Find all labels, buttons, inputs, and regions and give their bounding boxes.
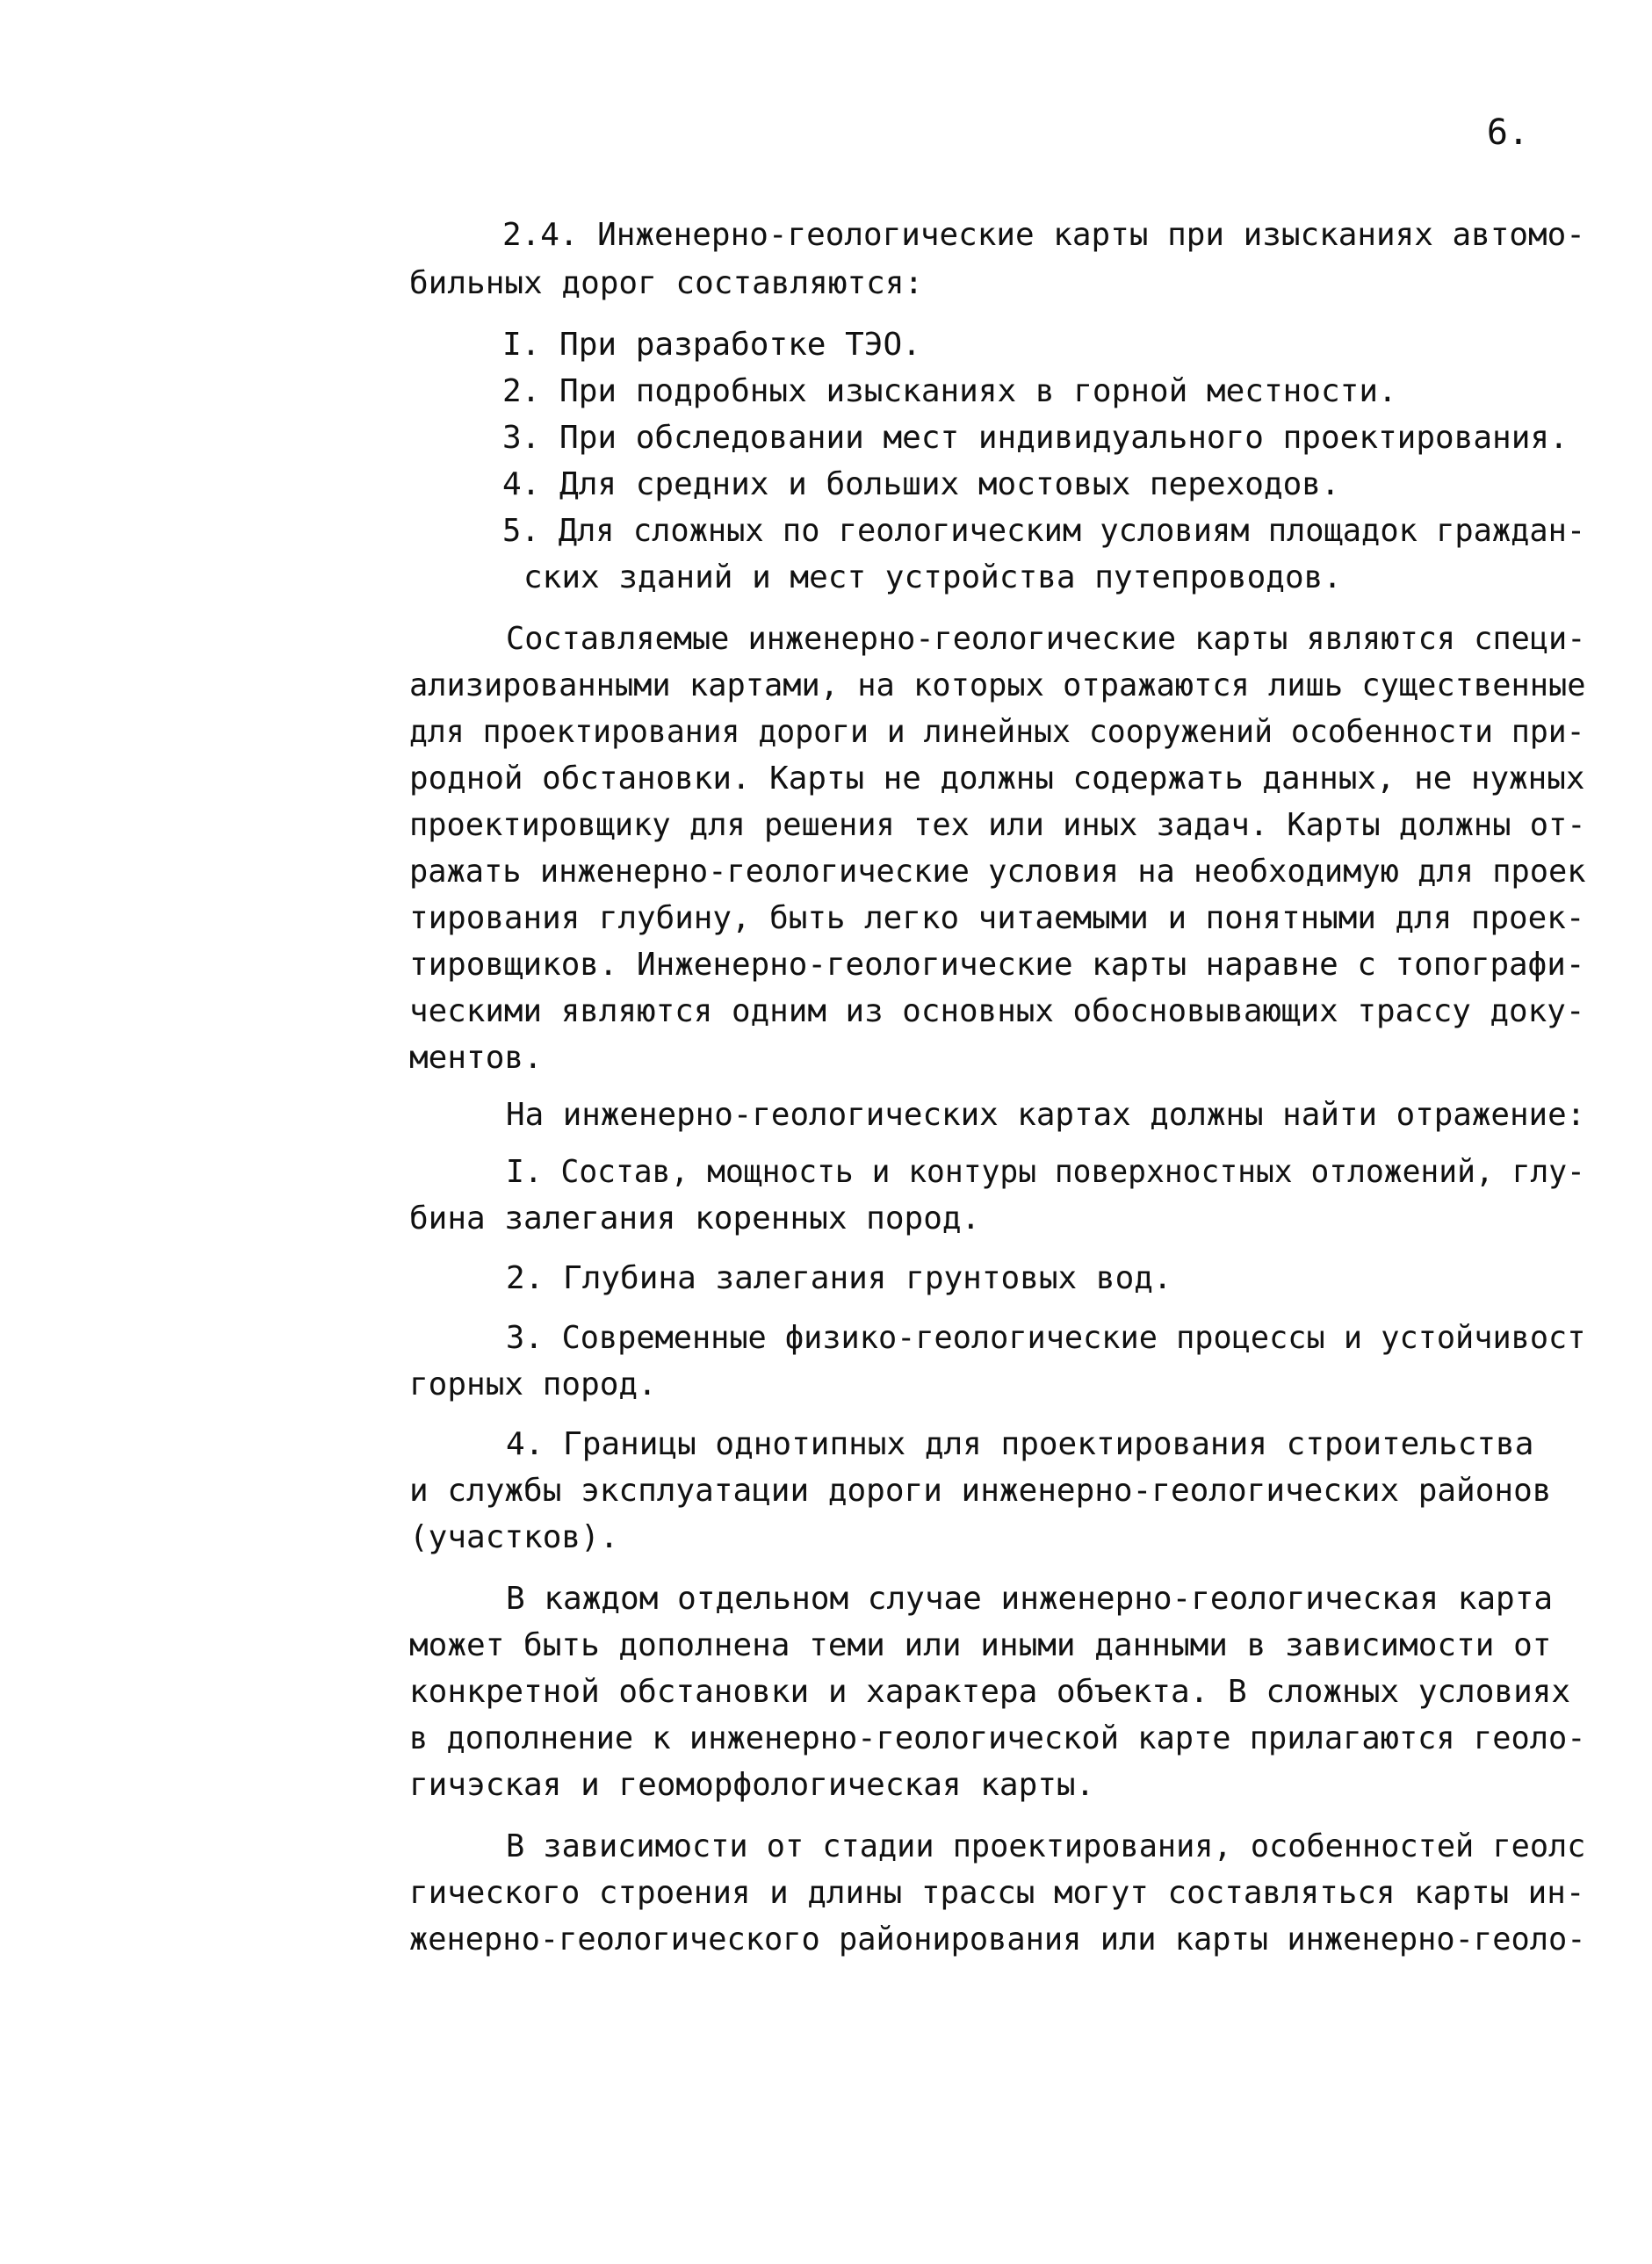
intro-line: бильных дорог составляются: (409, 265, 924, 301)
paragraph-line: На инженерно-геологических картах должны найти отражение: (506, 1097, 1586, 1133)
list-item-continuation: и службы эксплуатации дороги инженерно-геологических районов (409, 1473, 1552, 1509)
list-item-continuation: (участков). (409, 1519, 619, 1555)
paragraph-line: тировщиков. Инженерно-геологические карты наравне с топографи- (409, 947, 1585, 983)
paragraph-line: ческими являются одним из основных обосновывающих трассу доку- (409, 993, 1585, 1029)
paragraph-line: В каждом отдельном случае инженерно-геологическая карта (506, 1581, 1554, 1617)
paragraph-line: для проектирования дороги и линейных сооружений особенности при- (409, 714, 1585, 750)
paragraph-line: В зависимости от стадии проектирования, особенностей геолс (506, 1828, 1586, 1864)
paragraph-line: ражать инженерно-геологические условия на необходимую для проек (409, 854, 1586, 890)
list-item: 4. Границы однотипных для проектирования строительства (506, 1426, 1534, 1462)
list-item: 3. Современные физико-геологические процессы и устойчивост (506, 1320, 1586, 1356)
paragraph-line: ментов. (409, 1040, 543, 1076)
list-item-continuation: ских зданий и мест устройства путепроводов. (523, 559, 1342, 595)
list-item-continuation: горных пород. (409, 1366, 657, 1402)
paragraph-line: ализированными картами, на которых отражаются лишь существенные (409, 667, 1586, 703)
list-item: I. Состав, мощность и контуры поверхностных отложений, глу- (506, 1154, 1585, 1190)
list-item: 2. При подробных изысканиях в горной местности. (502, 373, 1397, 409)
page-number: 6. (1486, 112, 1529, 153)
list-item: 4. Для средних и больших мостовых переходов. (502, 466, 1340, 502)
list-item: 5. Для сложных по геологическим условиям площадок граждан- (502, 513, 1586, 549)
paragraph-line: может быть дополнена теми или иными данными в зависимости от (409, 1627, 1552, 1663)
paragraph-line: гического строения и длины трассы могут составляться карты ин- (409, 1875, 1585, 1911)
paragraph-line: в дополнение к инженерно-геологической карте прилагаются геоло- (409, 1720, 1586, 1756)
paragraph-line: Составляемые инженерно-геологические карты являются специ- (506, 621, 1586, 657)
list-item: 3. При обследовании мест индивидуального проектирования. (502, 420, 1569, 456)
list-item: 2. Глубина залегания грунтовых вод. (506, 1260, 1172, 1296)
intro-line: 2.4. Инженерно-геологические карты при изысканиях автомо- (502, 217, 1585, 253)
paragraph-line: конкретной обстановки и характера объекта. В сложных условиях (409, 1674, 1571, 1710)
paragraph-line: женерно-геологического районирования или карты инженерно-геоло- (409, 1922, 1586, 1958)
paragraph-line: тирования глубину, быть легко читаемыми и понятными для проек- (409, 900, 1585, 936)
paragraph-line: родной обстановки. Карты не должны содержать данных, не нужных (409, 761, 1585, 797)
list-item: I. При разработке ТЭО. (502, 327, 921, 363)
paragraph-line: гичэская и геоморфологическая карты. (409, 1767, 1095, 1803)
list-item-continuation: бина залегания коренных пород. (409, 1200, 981, 1237)
paragraph-line: проектировщику для решения тех или иных задач. Карты должны от- (409, 807, 1586, 843)
